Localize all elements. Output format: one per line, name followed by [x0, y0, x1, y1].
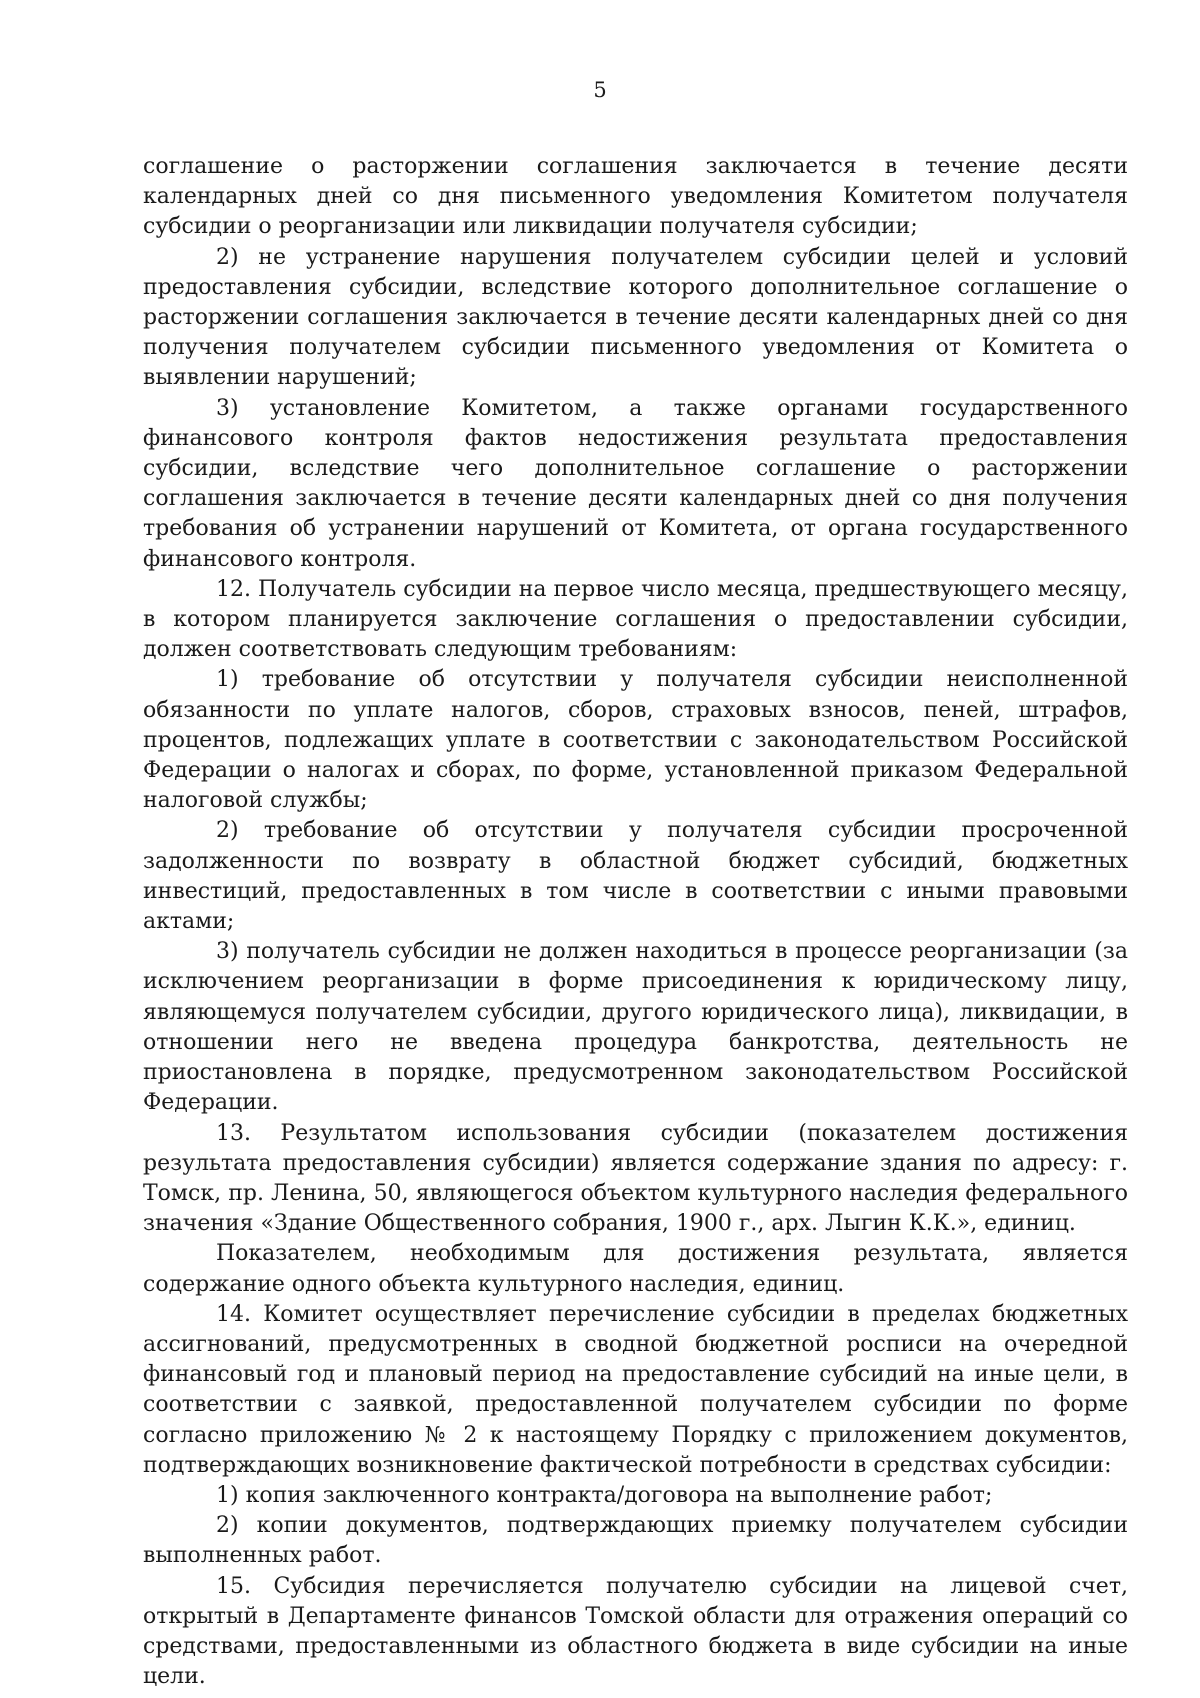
paragraph-12-item-3: 3) получатель субсидии не должен находиться в процессе реорганизации (за исключением реорганизации в форме присоединения к юридическому лицу, являющемуся получателем субсидии, другого юридического лица), ликвидации, в отношении него не введена процедура банкротства, деятельность не приостановлена в порядке, предусмотренном законодательством Российской Федерации.	[143, 939, 1128, 1116]
paragraph-12: 12. Получатель субсидии на первое число месяца, предшествующего месяцу, в котором планируется заключение соглашения о предоставлении субсидии, должен соответствовать следующим требованиям:	[143, 576, 1128, 663]
paragraph-15: 15. Субсидия перечисляется получателю субсидии на лицевой счет, открытый в Департаменте финансов Томской области для отражения операций со средствами, предоставленными из областного бюджета в виде субсидии на иные цели.	[143, 1573, 1128, 1690]
paragraph-12-item-1: 1) требование об отсутствии у получателя субсидии неисполненной обязанности по уплате налогов, сборов, страховых взносов, пеней, штрафов, процентов, подлежащих уплате в соответствии с законодательством Российской Федерации о налогах и сборах, по форме, установленной приказом Федеральной налоговой службы;	[143, 667, 1128, 814]
paragraph-item-2: 2) не устранение нарушения получателем субсидии целей и условий предоставления субсидии, вследствие которого дополнительное соглашение о расторжении соглашения заключается в течение десяти календарных дней со дня получения получателем субсидии письменного уведомления от Комитета о выявлении нарушений;	[143, 244, 1128, 391]
paragraph-12-item-2: 2) требование об отсутствии у получателя субсидии просроченной задолженности по возврату в областной бюджет субсидий, бюджетных инвестиций, предоставленных в том числе в соответствии с иными правовыми актами;	[143, 818, 1128, 935]
paragraph-continuation: соглашение о расторжении соглашения заключается в течение десяти календарных дней со дня письменного уведомления Комитетом получателя субсидии о реорганизации или ликвидации получателя субсидии;	[143, 154, 1128, 240]
paragraph-14-item-1: 1) копия заключенного контракта/договора на выполнение работ;	[216, 1482, 993, 1508]
paragraph-14-item-2: 2) копии документов, подтверждающих приемку получателем субсидии выполненных работ.	[143, 1513, 1128, 1569]
paragraph-13: 13. Результатом использования субсидии (показателем достижения результата предоставления субсидии) является содержание здания по адресу: г. Томск, пр. Ленина, 50, являющегося объектом культурного наследия федерального значения «Здание Общественного собрания, 1900 г., арх. Лыгин К.К.», единиц.	[143, 1120, 1128, 1237]
paragraph-item-3: 3) установление Комитетом, а также органами государственного финансового контроля фактов недостижения результата предоставления субсидии, вследствие чего дополнительное соглашение о расторжении соглашения заключается в течение десяти календарных дней со дня получения требования об устранении нарушений от Комитета, от органа государственного финансового контроля.	[143, 395, 1128, 572]
paragraph-14: 14. Комитет осуществляет перечисление субсидии в пределах бюджетных ассигнований, предусмотренных в сводной бюджетной росписи на очередной финансовый год и плановый период на предоставление субсидий на иные цели, в соответствии с заявкой, предоставленной получателем субсидии по форме согласно приложению № 2 к настоящему Порядку с приложением документов, подтверждающих возникновение фактической потребности в средствах субсидии:	[143, 1301, 1128, 1478]
paragraph-13-indicator: Показателем, необходимым для достижения результата, является содержание одного объекта культурного наследия, единиц.	[143, 1241, 1128, 1297]
page-number: 5	[593, 78, 607, 102]
document-body	[143, 152, 1128, 1692]
